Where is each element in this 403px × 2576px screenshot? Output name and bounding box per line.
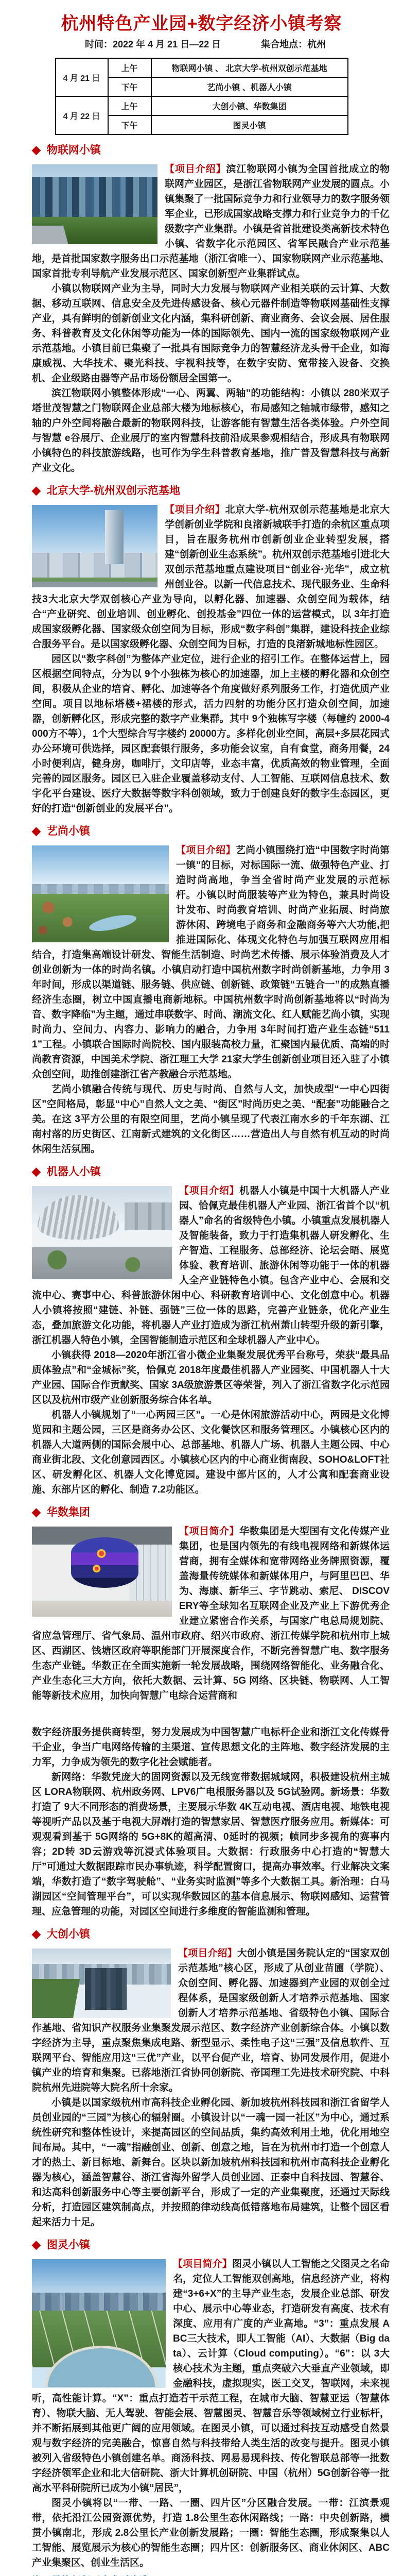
diamond-bullet-icon: ◆ — [32, 484, 41, 497]
diamond-bullet-icon: ◆ — [32, 2238, 41, 2251]
pku-base-photo — [32, 505, 157, 587]
section-body — [32, 162, 390, 476]
section-title: 机器人小镇 — [46, 1166, 101, 1178]
section-pku-base — [32, 484, 390, 816]
intro-label: 【项目简介】 — [179, 1526, 239, 1537]
diamond-bullet-icon: ◆ — [32, 1927, 41, 1940]
intro-label: 【项目介绍】 — [179, 1185, 239, 1196]
diamond-bullet-icon: ◆ — [32, 1505, 41, 1518]
section-title: 大创小镇 — [46, 1928, 90, 1940]
section-turing-town — [32, 2238, 390, 2570]
section-dachuang-town — [32, 1927, 390, 2230]
paragraph-text: 图灵小镇以人工智能之父图灵之名命名，定位人工智能双创高地，信息经济产业，将构建“3+6+X”的主导产业生态，发展企业总部、研发中心、展示中心等业态，打造研发有高度、技术有深度、应用有广度的产业高地。“3”：重点发展 ABC三大技术，即人工智能（AI）、大数据（Big data）、云计算（Cloud computing）。“6”：以 3大核心技术为主题，重点突破六大垂直产业领域，即金融科技，虚拟现实，医工交叉，智联网，未来视听，高性能计算。“X”：重点打造若干示范工程，在城市大脑、智慧亚运（智慧体育）、物联大脑、无人驾驶、智能会展、智慧图灵、智慧音乐等领域树立行业标杆，并不断拓展到其他更广阔的应用领域。在图灵小镇，可以通过科技互动感受自然景观与数字经济的完美融合，惊喜自然与科技带给人类生活的改变与提升。图灵小镇被列入省级特色小镇创建名单。商汤科技、网易易现科技、传化智联总部等一批数字经济领军企业和北大信研院、浙大计算机创研院、中国（杭州）5G创新谷等一批高水平科研院所已成为小镇“居民”， — [32, 2259, 390, 2494]
schedule-table — [55, 58, 348, 135]
paragraph: 图灵小镇将以“一带、一路、一圈、四片区”分区融合发展。一带：江滨景观带，依托沿江公园资源优势，打造 1.8公里生态休闲路线；一路：中央创新路，横贯小镇南北，形成 2.8公里长产业创新发展路；一圈：智能生态圈，形成聚集以人工智能、展览展示为核心的智能生态圈；四片区：创新服务区、商业休闲区、ABC 产业集聚区、创业生活区。 — [32, 2498, 390, 2568]
schedule-period-cell: 下午 — [108, 115, 151, 134]
paragraph: 滨江物联网小镇整体形成“一心、两翼、两轴”的功能结构：小镇以 280米双子塔世茂智慧之门物联网企业总部大楼为地标核心，布局感知之轴城市绿带，感知之轴的户外空间将融合最新的物联网科技，让游客能有智慧生活各类体验。户外空间与智慧 e谷展厅、企业展厅的室内智慧科技前沿成果参观相结合，形成具有物联网小镇特色的科技旅游线路，也可作为学生科普教育基地，推广普及智慧科技与高新产业文化。 — [32, 388, 390, 473]
section-header — [32, 824, 390, 838]
table-row — [56, 58, 348, 77]
intro-label: 【项目介绍】 — [165, 504, 225, 515]
section-wasu-group — [32, 1505, 390, 1919]
page-title: 杭州特色产业园+数字经济小镇考察 — [61, 14, 342, 33]
section-robot-town — [32, 1165, 390, 1497]
section-title: 图灵小镇 — [46, 2239, 90, 2251]
turing-town-photo — [32, 2259, 166, 2388]
intro-label: 【项目介绍】 — [178, 1948, 237, 1959]
wasu-group-photo — [32, 1527, 172, 1617]
paragraph-text: 华数集团是大型国有文化传媒产业集团，也是国内领先的有线电视网络和新媒体运营商，拥有全媒体和宽带网络业务牌照资源，覆盖海量传统媒体和新媒体用户，与阿里巴巴、华为、海康、新华三、字节跳动、索尼、 DISCOVERY等全球知名互联网企业及产业上下游优秀企业建立紧密合作关系，与国家广电总局规划院、省应急管理厅、省气象局、温州市政府、绍兴市政府、浙江传媒学院和杭州市上城区、西湖区、钱塘区政府等职能部门开展深度合作，不断完善智慧广电、数字服务生态产业链。华数正在全面实施新一轮发展战略，围绕网络智能化、业务融合化、产业生态化三大方向，依托大数据、云计算、5G 网络、区块链、物联网、人工智能等新技术应用，加快向智慧广电综合运营商和 — [32, 1526, 390, 1701]
paragraph-text: 艺尚小镇围绕打造“中国数字时尚第一镇”的目标，对标国际一流、做强特色产业、打造时尚高地，争当全省时尚产业发展的示范标杆。小镇以时尚服装等产业为特色，兼具时尚设计发布、时尚教育培训、时尚产业拓展、时尚旅游休闲、跨境电子商务和金融商务等六大功能,把推进国际化、体现文化特色与加强互联网应用相结合，打造集高端设计研发、智能生活制造、时尚艺术传播、展示体验消费及人才创业创新为一体的时尚名镇。小镇启动打造中国杭州数字时尚创新基地，力争用 3年时间，形成以渠道链、服务链、供应链、创新链、政策链“五链合一”的成熟直播经济生态圈，树立中国直播电商新地标。中国杭州数字时尚创新基地将以“时尚为音、数字降临”为主题，通过串联数字、时尚、潮流文化、红人赋能艺尚小镇，实现时尚力、空间力、内容力、影响力的融合，力争用 3年时间打造产业生态链“5111”工程。小镇联合国际时尚院校、国内服装高校力量，汇聚国内最优质、高端的时尚教育资源，中国美术学院、浙江理工大学 21家大学生创新创业项目还入驻了小镇众创空间，助推创建浙江省产教融合示范基地。 — [32, 845, 390, 1080]
diamond-bullet-icon: ◆ — [32, 1165, 41, 1178]
schedule-content-cell: 物联网小镇 、 北京大学-杭州双创示范基地 — [151, 58, 348, 77]
document-body — [0, 143, 403, 2576]
section-header — [32, 2238, 390, 2252]
section-header — [32, 143, 390, 157]
schedule-period-cell: 上午 — [108, 58, 151, 77]
paragraph: 小镇以物联网产业为主导，同时大力发展与物联网产业相关联的云计算、大数据、移动互联网、信息安全及先进传感设备、核心元器件制造等物联网基础性支撑产业，具有鲜明的创新创业文化内涵，集科研创新、商业商务、会议会展、居住服务、科普教育及文化休闲等功能为一体的国际领先、国内一流的国家级物联网产业示范基地。小镇目前已集聚了一批具有国际竞争力的智慧经济龙头骨干企业，如海康威视、大华技术、聚光科技、宇视科技等，在数字安防、宽带接入设备、交换机、企业级路由器等产品市场份额居全国第一。 — [32, 283, 390, 384]
paragraph: 园区以“数字科创”为整体产业定位，进行企业的招引工作。在整体运营上，园区根据空间特点，分为以 9个小独栋为核心的加速器，加上主楼的孵化器和众创空间，积极从企业的培育、孵化、加速等各个角度做好系列服务工作，打造优质产业空间。项目以地标塔楼+裙楼的形式，活力四射的功能分区打造众创空间，加速器，创新孵化区，形成完整的数字产业集群。其中 9个独栋写字楼（每幢约 2000-4000方不等），1个大型综合写字楼约 20000方。多样化创业空间，高层+多层花园式办公环境可供选择，园区配套银行服务，多功能会议室，自有食堂，商务用餐，24小时便利店，健身房，咖啡厅，文印店等，业态丰富，优质高效的物业管理，全面完善的园区服务。园区已入驻企业覆盖移动支付、人工智能、互联网信息技术、数字化平台建设、医疗大数据等数字科创领域，致力于创建良好的数字生态园区，更好的打造“创新创业的发展平台”。 — [32, 654, 390, 814]
iot-town-photo — [32, 164, 157, 244]
diamond-bullet-icon: ◆ — [32, 824, 41, 837]
paragraph: 机器人小镇规划了“一心两园三区”。一心是休闲旅游活动中心，两园是文化博览园和主题公园，三区是商务办公区、文化餐饮区和服务管理区。小镇核心区内的机器人大道两侧的国际会展中心、总部基地、机器人广场、机器人主题公园、中心商业街北段、文化创意园西区。小镇核心区内的中心商业街南段、SOHO&LOFT社区、研发孵化区、机器人文化博览园。建设中部片区的，人才公寓和配套商业设施、东部片区的孵化、制造 7.2功能区。 — [32, 1410, 390, 1495]
section-body — [32, 502, 390, 816]
schedule-period-cell: 下午 — [108, 77, 151, 96]
schedule-content-cell: 艺尚小镇 、机器人小镇 — [151, 77, 348, 96]
intro-label: 【项目介绍】 — [165, 164, 226, 175]
section-yishang-town — [32, 824, 390, 1157]
yishang-town-photo — [32, 845, 169, 942]
paragraph: 新网络：华数凭庞大的固网资源以及无线宽带数据城域网，积极建设杭州主城区 LORA物联网、杭州政务网、LPV6广电根服务器以及 5G试验网。新场景：华数打造了 9大不同形态的消费场景，主要展示华数 4K互动电视、酒店电视、地铁电视等视听产品以及基于电视大屏端打造的智慧家居、智慧医疗服务应用。新媒体：可观观看到基于 5G网络的 5G+8K的超高清、0延时的视频；帧同步多视角的赛事内容；2D转 3D云游戏等沉浸式体验项目。大数据：行政服务中心打造的“智慧大厅”可通过大数据跟踪市民办事轨迹，科学配置窗口，提高办事效率。行业解决文案端，华数打造了“数字驾驶舱”、“业务实时监测”等多个大数据工具。新治理：白马湖园区“空间管理平台”，可以实现华数园区的基本信息展示、物联网感知、运营管理、应急管理的功能，对园区空间进行多维度的智能监测和管理。 — [32, 1772, 390, 1917]
paragraph-text: 机器人小镇是中国十大机器人产业园、恰佩克最佳机器人产业园、浙江省首个以“机器人”命名的省级特色小镇。小镇重点发展机器人及智能装备，致力于打造集机器人研发孵化、生产智造、工程服务、总部经济、论坛会晤、展览体验、教育培训、旅游休闲等功能于一体的机器人全产业链特色小镇。包含产业中心、会展和交流中心、赛事中心、科普旅游休闲中心、科研教育培训中心、文化创意中心。机器人小镇将按照“建链、补链、强链”三位一体的思路，完善产业链条，优化产业生态，叠加旅游文化功能，将机器人产业打造成为浙江杭州萧山转型升级的新引擎，浙江机器人特色小镇，全国智能制造示范区和全球机器人产业中心。 — [32, 1185, 390, 1346]
section-body — [32, 1946, 390, 2230]
schedule-period-cell: 上午 — [108, 96, 151, 115]
section-iot-town — [32, 143, 390, 476]
footer-note — [32, 2574, 390, 2576]
paragraph-text: 北京大学-杭州双创示范基地是北京大学创新创业学院和良渚新城联手打造的余杭区重点项目，旨在服务杭州市创新创业企业转型发展，搭建“创新创业生态系统”。杭州双创示范基地引进北大双创示范基地重点建设项目“创业谷·光华”，成立杭州创业谷。以新一代信息技术、现代服务业、生命科技3大北京大学双创核心产业为导向，以孵化器、加速器、众创空间为载体，结合“产业研究、创业培训、创业孵化、创投基金”四位一体的运营模式，以 3年打造成国家级孵化器、国家级众创空间为目标，形成“数字科创”集群，建设科技企业综合服务平台。是以国家级孵化器、众创空间为目标，打造的良渚新城地标性园区。 — [32, 504, 390, 650]
section-body — [32, 843, 390, 1157]
schedule-content-cell: 图灵小镇 — [151, 115, 348, 134]
paragraph: 艺尚小镇融合传统与现代、历史与时尚、自然与人文，加快成型“一中心四街区”空间格局，彰显“中心”自然人文之美、“街区”时尚历史之美、“配套”功能融合之美。在这 3平方公里的有限空间里，艺尚小镇呈现了代表江南水乡的千年东湖、江南村落的历史街区、江南新式建筑的文化街区……营造出人与自然有机互动的时尚休闲生活氛围。 — [32, 1084, 390, 1155]
dachuang-town-photo — [32, 1948, 171, 2018]
section-title: 艺尚小镇 — [46, 825, 90, 837]
table-row — [56, 96, 348, 115]
schedule-date-cell: 4 月 21 日 — [56, 58, 108, 96]
paragraph: 小镇是以国家级杭州市高科技企业孵化园、新加坡杭州科技园和浙江省留学人员创业园的“三园”为核心的辐射圈。小镇设计以“一魂一园一社区”为中心，通过系统性研究和整体性设计，来提高园区的空间品质，集约高效利用土地，优化用地空间布局。其中，“一魂”指融创业、创新、创意之地，旨在为杭州市打造一个创意人才的热土、新目标地、新舞台。区块以新加坡杭州科技园和杭州市高科技企业孵化器为核心，涵盖智慧谷、浙江省海外留学人员创业园、正泰中自科技园、智慧谷、和达高科创新服务中心等主要创新平台，形成了一定的产业集聚度，还通过天际线分析，打造园区建筑制高点，并按照韵律动线高低错落地布局建筑，让整个园区看起来活力十足。 — [32, 2097, 390, 2228]
place-label: 集合地点：杭州 — [261, 39, 326, 49]
intro-label: 【项目介绍】 — [176, 845, 236, 856]
section-title: 物联网小镇 — [46, 144, 101, 156]
section-header — [32, 1505, 390, 1519]
intro-label: 【项目简介】 — [173, 2259, 232, 2269]
robot-town-photo — [32, 1186, 172, 1279]
schedule-content-cell: 大创小镇、华数集团 — [151, 96, 348, 115]
section-title: 华数集团 — [46, 1506, 90, 1518]
time-label: 时间：2022 年 4 月 21 日—22 日 — [85, 39, 221, 49]
schedule-date-cell: 4 月 22 日 — [56, 96, 108, 134]
paragraph: 小镇获得 2018—2020年浙江省小微企业集聚发展优秀平台称号，荣获“最具品质体验点”和“金城标”奖，恰佩克 2018年度最佳机器人产业园奖、中国机器人十大产业园、国际合作贡献奖、国家 3A级旅游景区等荣誉，列入了浙江省数字化示范园区以及杭州市级产业创新服务综合体名单。 — [32, 1350, 390, 1405]
paragraph-text: 大创小镇是国务院认定的“国家双创示范基地”核心区，形成了从创业苗圃（学院）、众创空间、孵化器、加速器到产业园的双创全过程体系，是国家级创新人才培养示范基地、国家创新人才培养示范基地、省级特色小镇、国际合作基地、省知识产权服务业集聚发展示范区、数字经济产业创新综合体。小镇以数字经济为主导，重点聚焦集成电路、新型显示、柔性电子这“三强”及信息软件、互联网平台、智能应用这“三优”产业，以平台促产业，培育、协同发展作用，促进小镇产业的培育和集聚。已落地浙江省协同创新院、帝国理工先进技术研究院、中科院杭州先进院等大院名所十余家。 — [32, 1948, 390, 2093]
section-title: 北京大学-杭州双创示范基地 — [46, 485, 180, 497]
meta-line — [85, 38, 403, 50]
section-body — [32, 1183, 390, 1497]
section-header — [32, 1165, 390, 1179]
section-header — [32, 1927, 390, 1941]
section-body — [32, 2257, 390, 2570]
section-body — [32, 1524, 390, 1919]
paragraph-text: 滨江物联网小镇为全国首批成立的物联网产业园区，是浙江省物联网产业发展的圆点。小镇集聚了一批国际竞争力和行业领导力的数字服务领军企业，已形成国家战略支撑力和行业竞争力的千亿级数字产业集群。小镇是省首批建设类高新技术特色小镇、省数字化示范园区、省军民融合产业示范基地，是首批国家数字服务出口示范基地（浙江省唯一）、国家物联网产业示范基地、国家首批专利导航产业发展示范区、国家创新型产业集群试点。 — [32, 164, 390, 279]
paragraph: 数字经济服务提供商转型，努力发展成为中国智慧广电标杆企业和浙江文化传媒骨干企业，争当广电网络传输的主渠道、宣传思想文化的主阵地、数字经济发展的主力军，力争成为领先的数字化社会赋能者。 — [32, 1727, 390, 1768]
section-header — [32, 484, 390, 498]
diamond-bullet-icon: ◆ — [32, 143, 41, 156]
